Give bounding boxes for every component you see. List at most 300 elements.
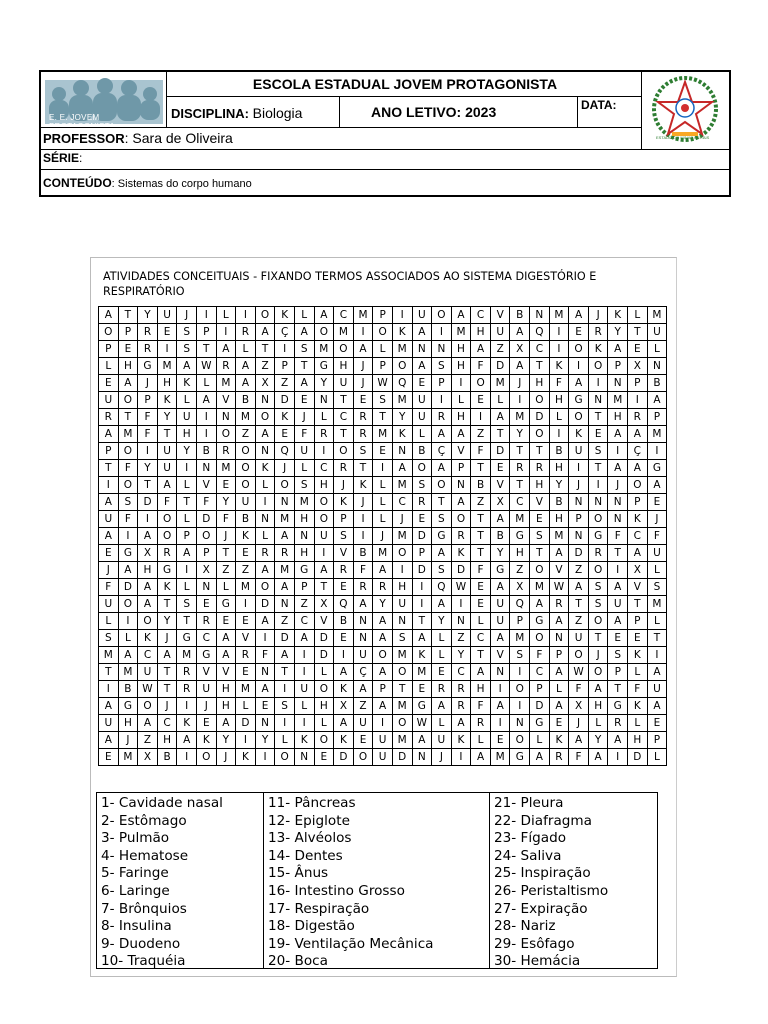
grid-cell: Y [216, 494, 236, 511]
grid-cell: E [412, 681, 432, 698]
grid-cell: K [549, 732, 569, 749]
grid-cell: H [157, 732, 177, 749]
grid-cell: H [451, 341, 471, 358]
grid-cell: I [510, 698, 530, 715]
grid-cell: A [334, 715, 354, 732]
grid-cell: F [569, 749, 589, 766]
grid-cell: Z [353, 698, 373, 715]
grid-cell: K [451, 545, 471, 562]
grid-cell: A [451, 715, 471, 732]
grid-cell: I [647, 647, 667, 664]
grid-cell: O [392, 715, 412, 732]
grid-cell: R [549, 749, 569, 766]
grid-cell: A [588, 749, 608, 766]
grid-cell: G [510, 528, 530, 545]
grid-cell: P [628, 375, 648, 392]
logo-caption: E. E. JOVEM PROTAGONISTA [49, 113, 115, 131]
grid-cell: P [647, 732, 667, 749]
grid-cell: O [588, 664, 608, 681]
word-list-item: 28- Nariz [494, 918, 556, 935]
grid-cell: J [118, 732, 138, 749]
grid-cell: M [510, 409, 530, 426]
grid-cell: U [490, 324, 510, 341]
grid-cell: T [530, 443, 550, 460]
activity-title: ATIVIDADES CONCEITUAIS - FIXANDO TERMOS ASSOCIADOS AO SISTEMA DIGESTÓRIO E RESPIRATÓRIO [103, 270, 597, 298]
grid-cell: R [196, 613, 216, 630]
grid-cell: K [608, 307, 628, 324]
grid-cell: D [275, 392, 295, 409]
grid-row [99, 358, 667, 375]
grid-cell: U [647, 545, 667, 562]
grid-row [99, 647, 667, 664]
grid-cell: H [294, 511, 314, 528]
grid-cell: Y [314, 375, 334, 392]
grid-cell: U [412, 409, 432, 426]
grid-cell: T [99, 664, 119, 681]
grid-cell: B [118, 681, 138, 698]
grid-cell: R [353, 579, 373, 596]
grid-cell: L [196, 375, 216, 392]
grid-cell: V [451, 443, 471, 460]
grid-cell: U [138, 664, 158, 681]
grid-cell: F [138, 409, 158, 426]
grid-cell: O [432, 477, 452, 494]
grid-cell: O [334, 443, 354, 460]
grid-cell: Z [216, 562, 236, 579]
professor-label: PROFESSOR [43, 131, 125, 146]
grid-cell: A [177, 732, 197, 749]
grid-cell: T [353, 460, 373, 477]
grid-cell: M [236, 579, 256, 596]
grid-cell: K [236, 749, 256, 766]
grid-cell: I [373, 460, 393, 477]
grid-cell: T [157, 681, 177, 698]
grid-cell: G [157, 562, 177, 579]
grid-cell: I [451, 375, 471, 392]
grid-cell: O [216, 426, 236, 443]
grid-cell: C [157, 715, 177, 732]
grid-cell: I [236, 307, 256, 324]
grid-cell: O [373, 647, 393, 664]
grid-cell: C [334, 409, 354, 426]
grid-cell: L [255, 528, 275, 545]
grid-cell: G [412, 698, 432, 715]
grid-cell: N [255, 443, 275, 460]
grid-cell: J [275, 460, 295, 477]
grid-cell: Z [236, 426, 256, 443]
grid-cell: A [177, 545, 197, 562]
grid-cell: I [588, 375, 608, 392]
grid-cell: M [294, 494, 314, 511]
grid-cell: A [196, 392, 216, 409]
grid-cell: I [118, 613, 138, 630]
grid-cell: O [118, 443, 138, 460]
grid-cell: A [216, 630, 236, 647]
grid-cell: X [569, 698, 589, 715]
grid-cell: O [118, 596, 138, 613]
grid-cell: F [471, 443, 491, 460]
grid-cell: A [490, 409, 510, 426]
grid-cell: L [294, 460, 314, 477]
grid-cell: J [373, 528, 393, 545]
word-list-item: 14- Dentes [268, 847, 343, 864]
grid-cell: L [314, 664, 334, 681]
grid-cell: X [138, 545, 158, 562]
grid-cell: W [196, 358, 216, 375]
grid-cell: L [373, 511, 393, 528]
grid-cell: J [196, 698, 216, 715]
grid-cell: E [432, 664, 452, 681]
grid-cell: T [334, 426, 354, 443]
grid-cell: D [392, 749, 412, 766]
grid-cell: B [196, 443, 216, 460]
grid-cell: R [334, 460, 354, 477]
grid-cell: P [647, 409, 667, 426]
grid-cell: A [99, 732, 119, 749]
grid-cell: H [471, 681, 491, 698]
grid-cell: X [490, 494, 510, 511]
grid-cell: Z [471, 426, 491, 443]
grid-cell: W [451, 579, 471, 596]
grid-cell: O [314, 511, 334, 528]
grid-cell: P [373, 307, 393, 324]
grid-cell: U [99, 715, 119, 732]
grid-cell: N [255, 664, 275, 681]
grid-cell: A [471, 749, 491, 766]
grid-cell: I [196, 307, 216, 324]
grid-cell: A [236, 358, 256, 375]
grid-cell: E [99, 545, 119, 562]
grid-row [99, 664, 667, 681]
grid-cell: I [99, 681, 119, 698]
grid-cell: L [314, 715, 334, 732]
grid-cell: L [412, 426, 432, 443]
grid-cell: A [373, 664, 393, 681]
grid-cell: A [432, 596, 452, 613]
grid-cell: T [118, 307, 138, 324]
grid-cell: E [314, 749, 334, 766]
grid-cell: M [99, 647, 119, 664]
grid-cell: A [510, 324, 530, 341]
grid-cell: E [236, 664, 256, 681]
school-logo [41, 72, 167, 131]
grid-cell: N [588, 494, 608, 511]
grid-cell: H [334, 358, 354, 375]
grid-cell: J [588, 647, 608, 664]
grid-cell: A [647, 392, 667, 409]
grid-cell: E [647, 494, 667, 511]
grid-cell: I [138, 443, 158, 460]
grid-cell: L [432, 630, 452, 647]
grid-cell: R [138, 341, 158, 358]
grid-cell: R [177, 681, 197, 698]
grid-cell: C [471, 630, 491, 647]
grid-cell: A [138, 528, 158, 545]
serie-label: SÉRIE [43, 151, 80, 165]
grid-cell: A [569, 732, 589, 749]
grid-cell: L [373, 494, 393, 511]
grid-row [99, 681, 667, 698]
grid-cell: U [608, 596, 628, 613]
grid-cell: L [373, 341, 393, 358]
grid-cell: A [314, 562, 334, 579]
grid-cell: M [236, 409, 256, 426]
grid-cell: E [157, 324, 177, 341]
grid-cell: M [549, 307, 569, 324]
grid-cell: E [236, 613, 256, 630]
grid-cell: P [628, 494, 648, 511]
grid-cell: I [255, 749, 275, 766]
grid-cell: A [628, 460, 648, 477]
grid-cell: T [510, 477, 530, 494]
grid-cell: I [177, 460, 197, 477]
grid-cell: E [569, 324, 589, 341]
conteudo-field [43, 176, 252, 190]
grid-cell: L [530, 732, 550, 749]
grid-cell: A [569, 307, 589, 324]
grid-cell: N [255, 715, 275, 732]
seal-caption: ESTADO DO MINAS GERAIS [656, 135, 710, 140]
grid-cell: G [490, 562, 510, 579]
grid-cell: O [412, 460, 432, 477]
word-list-item: 10- Traquéia [101, 953, 186, 970]
grid-cell: K [451, 732, 471, 749]
grid-cell: K [294, 732, 314, 749]
grid-cell: P [196, 545, 216, 562]
grid-cell: U [392, 596, 412, 613]
grid-cell: P [275, 358, 295, 375]
word-list-item: 16- Intestino Grosso [268, 882, 405, 899]
grid-cell: A [549, 698, 569, 715]
grid-cell: S [608, 647, 628, 664]
grid-cell: A [255, 426, 275, 443]
grid-cell: F [196, 494, 216, 511]
ano-letivo: ANO LETIVO: 2023 [371, 104, 497, 120]
grid-cell: A [569, 579, 589, 596]
word-list-item: 26- Peristaltismo [494, 882, 609, 899]
grid-cell: L [628, 307, 648, 324]
grid-cell: Ç [275, 324, 295, 341]
grid-cell: C [530, 341, 550, 358]
grid-cell: C [138, 647, 158, 664]
grid-cell: A [569, 375, 589, 392]
grid-cell: T [294, 358, 314, 375]
grid-cell: K [392, 426, 412, 443]
grid-cell: R [628, 409, 648, 426]
grid-cell: E [334, 579, 354, 596]
grid-cell: F [471, 358, 491, 375]
grid-cell: M [647, 596, 667, 613]
grid-cell: A [275, 647, 295, 664]
grid-cell: J [157, 698, 177, 715]
grid-cell: T [471, 511, 491, 528]
grid-cell: U [353, 715, 373, 732]
grid-cell: T [99, 460, 119, 477]
grid-cell: A [118, 375, 138, 392]
grid-cell: I [373, 715, 393, 732]
grid-cell: V [628, 579, 648, 596]
grid-row [99, 375, 667, 392]
grid-cell: K [412, 647, 432, 664]
grid-cell: L [451, 392, 471, 409]
grid-cell: J [647, 511, 667, 528]
grid-cell: Y [255, 732, 275, 749]
grid-row [99, 698, 667, 715]
grid-cell: A [608, 579, 628, 596]
grid-cell: U [196, 681, 216, 698]
grid-cell: O [530, 426, 550, 443]
grid-cell: S [432, 511, 452, 528]
grid-cell: U [99, 596, 119, 613]
grid-cell: O [392, 545, 412, 562]
grid-cell: E [628, 630, 648, 647]
grid-cell: X [196, 562, 216, 579]
grid-cell: L [99, 358, 119, 375]
grid-cell: I [294, 664, 314, 681]
grid-cell: U [314, 528, 334, 545]
grid-cell: I [118, 528, 138, 545]
grid-cell: A [294, 630, 314, 647]
grid-cell: C [334, 307, 354, 324]
grid-cell: X [510, 579, 530, 596]
grid-cell: J [353, 358, 373, 375]
grid-cell: L [314, 409, 334, 426]
grid-cell: J [216, 749, 236, 766]
grid-cell: A [334, 664, 354, 681]
grid-cell: K [157, 392, 177, 409]
grid-cell: U [490, 596, 510, 613]
grid-cell: B [353, 545, 373, 562]
grid-cell: P [530, 681, 550, 698]
grid-cell: C [314, 460, 334, 477]
grid-cell: S [334, 528, 354, 545]
grid-cell: R [451, 698, 471, 715]
grid-cell: G [432, 528, 452, 545]
grid-cell: G [216, 596, 236, 613]
grid-cell: D [118, 579, 138, 596]
word-list-item: 12- Epiglote [268, 812, 350, 829]
grid-cell: F [99, 579, 119, 596]
grid-cell: Ç [628, 443, 648, 460]
grid-cell: U [412, 307, 432, 324]
grid-cell: A [157, 647, 177, 664]
grid-cell: J [294, 409, 314, 426]
grid-cell: R [451, 528, 471, 545]
grid-cell: A [275, 528, 295, 545]
grid-cell: O [99, 324, 119, 341]
grid-cell: M [353, 307, 373, 324]
word-list-item: 24- Saliva [494, 847, 562, 864]
grid-cell: T [628, 596, 648, 613]
grid-cell: S [647, 579, 667, 596]
grid-cell: R [216, 358, 236, 375]
grid-cell: A [157, 477, 177, 494]
grid-cell: I [608, 749, 628, 766]
grid-cell: M [177, 647, 197, 664]
grid-cell: F [255, 647, 275, 664]
grid-cell: H [392, 579, 412, 596]
grid-cell: I [549, 341, 569, 358]
grid-cell: U [157, 307, 177, 324]
grid-cell: Q [392, 375, 412, 392]
grid-cell: V [216, 664, 236, 681]
grid-cell: R [157, 545, 177, 562]
grid-cell: Y [510, 426, 530, 443]
conteudo-label: CONTEÚDO [43, 176, 112, 190]
grid-cell: U [373, 749, 393, 766]
grid-row [99, 494, 667, 511]
grid-cell: O [314, 324, 334, 341]
grid-cell: A [412, 732, 432, 749]
grid-cell: M [608, 392, 628, 409]
grid-cell: E [236, 545, 256, 562]
grid-cell: F [294, 426, 314, 443]
grid-cell: O [236, 460, 256, 477]
grid-cell: S [588, 596, 608, 613]
grid-cell: A [549, 613, 569, 630]
grid-cell: A [471, 664, 491, 681]
grid-cell: G [196, 647, 216, 664]
grid-cell: S [177, 596, 197, 613]
grid-cell: A [373, 630, 393, 647]
grid-cell: D [530, 409, 550, 426]
grid-cell: E [99, 749, 119, 766]
grid-cell: A [608, 426, 628, 443]
grid-cell: V [196, 477, 216, 494]
grid-cell: M [118, 664, 138, 681]
grid-cell: H [510, 545, 530, 562]
grid-cell: I [569, 358, 589, 375]
grid-cell: E [353, 732, 373, 749]
grid-cell: E [647, 715, 667, 732]
grid-cell: C [196, 630, 216, 647]
grid-cell: P [334, 511, 354, 528]
grid-cell: S [177, 324, 197, 341]
grid-cell: Y [373, 596, 393, 613]
grid-cell: D [490, 443, 510, 460]
grid-cell: K [569, 426, 589, 443]
grid-cell: P [177, 528, 197, 545]
grid-cell: N [196, 460, 216, 477]
grid-cell: L [628, 664, 648, 681]
grid-cell: F [138, 426, 158, 443]
grid-cell: P [569, 511, 589, 528]
grid-cell: X [255, 375, 275, 392]
grid-cell: E [471, 596, 491, 613]
word-list-column-3 [490, 795, 655, 970]
grid-cell: G [294, 562, 314, 579]
grid-cell: T [314, 579, 334, 596]
grid-cell: H [216, 681, 236, 698]
grid-cell: C [530, 664, 550, 681]
grid-cell: Z [275, 613, 295, 630]
grid-row [99, 562, 667, 579]
grid-cell: E [353, 392, 373, 409]
grid-cell: G [530, 715, 550, 732]
grid-cell: O [588, 562, 608, 579]
grid-cell: I [196, 409, 216, 426]
grid-cell: A [608, 732, 628, 749]
grid-cell: E [334, 630, 354, 647]
grid-cell: N [647, 358, 667, 375]
grid-cell: I [588, 477, 608, 494]
grid-cell: H [608, 409, 628, 426]
grid-cell: O [373, 324, 393, 341]
professor-value: : Sara de Oliveira [124, 130, 233, 146]
grid-cell: U [647, 324, 667, 341]
grid-cell: A [530, 749, 550, 766]
grid-cell: E [628, 341, 648, 358]
